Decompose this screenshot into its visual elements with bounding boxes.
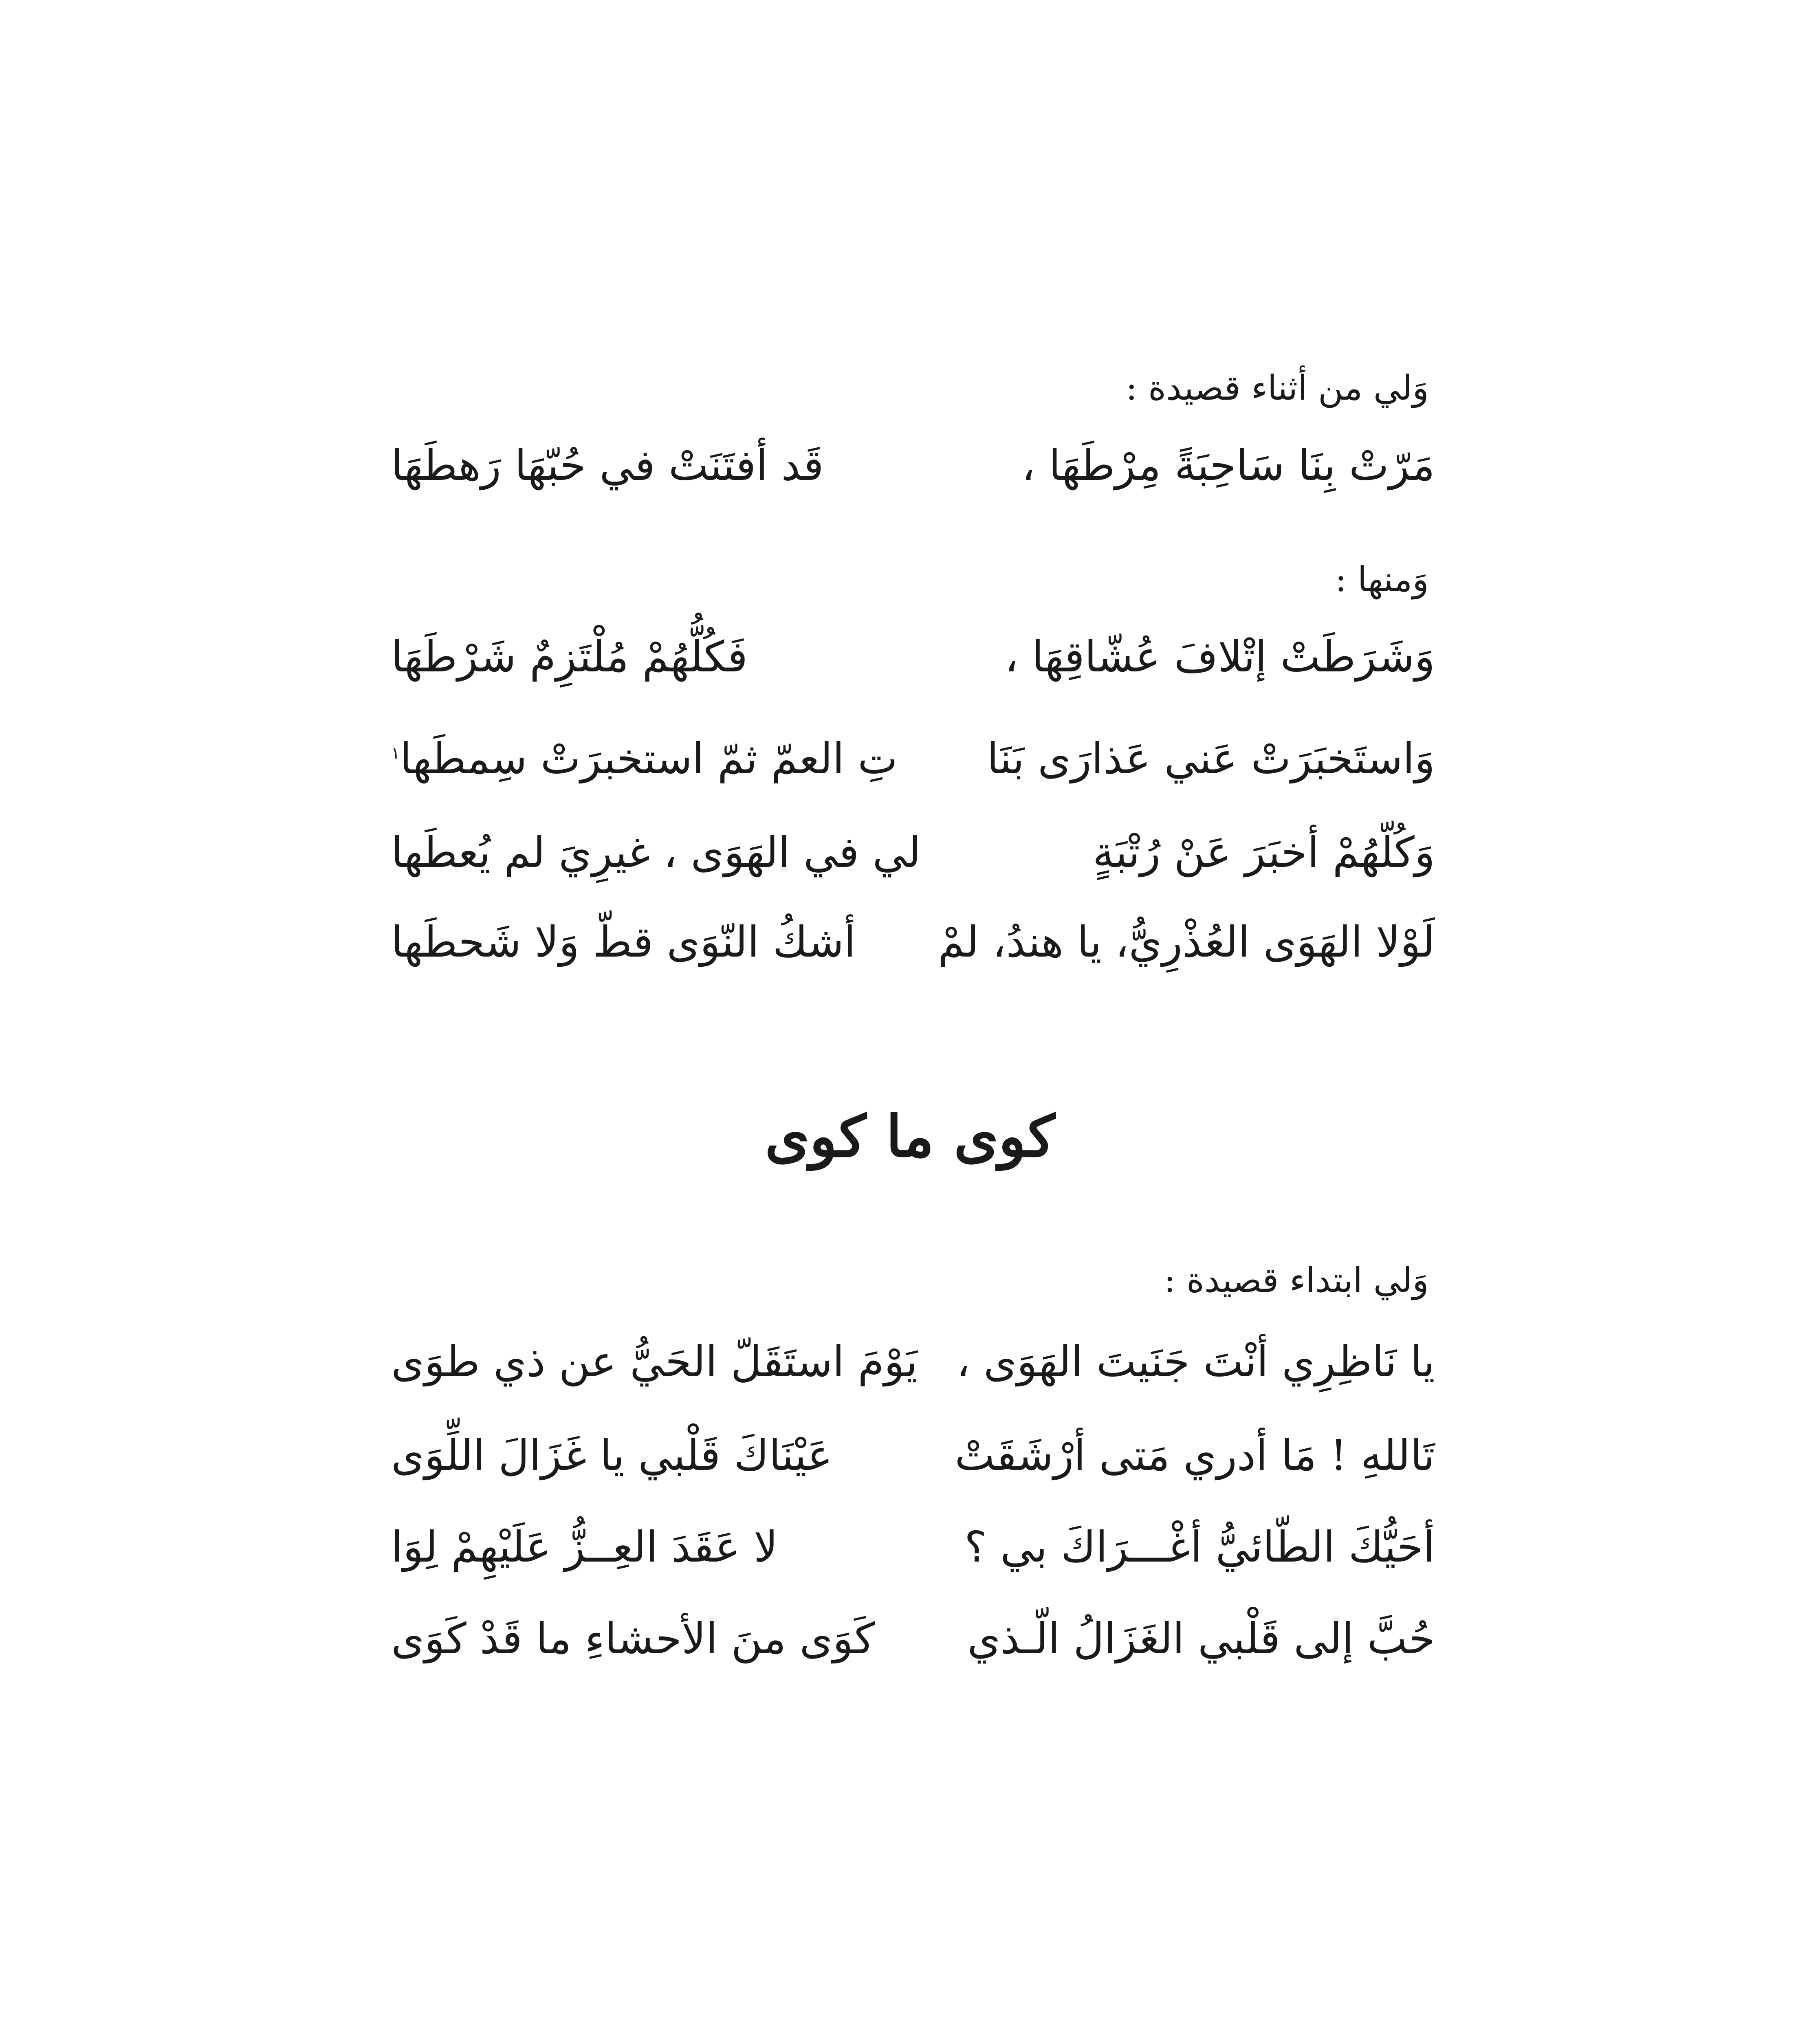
verse-line — [0, 440, 1820, 497]
verse-hemistich-right: مَرّتْ بِنَا سَاحِبَةً مِرْطَهَا ، — [1021, 440, 1435, 490]
footnote-marker: ١ — [391, 744, 400, 763]
verse-hemistich-right: تَاللهِ ! مَا أدري مَتى أرْشَقَتْ — [955, 1430, 1435, 1480]
section1-intro: وَلي من أثناء قصيدة : — [1126, 368, 1429, 408]
section-title: كوى ما كوى — [765, 1103, 1055, 1170]
verse-hemistich-right: حُبَّ إلى قَلْبي الغَزَالُ الّـذي — [967, 1614, 1435, 1663]
verse-line — [0, 917, 1820, 974]
verse-hemistich-left: يَوْمَ استَقَلّ الحَيُّ عن ذي طوَى — [391, 1337, 918, 1386]
verse-text: تِ العمّ ثمّ استخبرَتْ سِمطَها — [400, 734, 898, 783]
verse-hemistich-right: لَوْلا الهَوَى العُذْرِيُّ، يا هندُ، لمْ — [938, 917, 1435, 967]
verse-line — [0, 632, 1820, 689]
verse-hemistich-right: وَكُلّهُمْ أخبَرَ عَنْ رُتْبَةٍ — [1093, 827, 1435, 877]
section2-intro: وَلي ابتداء قصيدة : — [1164, 1260, 1429, 1300]
verse-hemistich-left: فَكُلُّهُمْ مُلْتَزِمٌ شَرْطَهَا — [391, 632, 748, 682]
verse-hemistich-right: وَاستَخبَرَتْ عَني عَذارَى بَنَا — [987, 734, 1435, 783]
verse-hemistich-left: لا عَقَدَ العِــزُّ عَلَيْهِمْ لِوَا — [391, 1522, 778, 1572]
verse-hemistich-left: كَوَى منَ الأحشاءِ ما قَدْ كَوَى — [391, 1614, 875, 1663]
verse-line — [0, 1337, 1820, 1393]
verse-hemistich-left: لي في الهَوَى ، غيرِيَ لم يُعطَها — [391, 827, 921, 877]
verse-hemistich-left: قَد أفتَنَتْ في حُبّهَا رَهطَهَا — [391, 440, 824, 490]
verse-line — [0, 1614, 1820, 1670]
verse-hemistich-right: وَشَرَطَتْ إتْلافَ عُشّاقِهَا ، — [1005, 632, 1435, 682]
verse-line — [0, 1522, 1820, 1579]
verse-hemistich-right: يا نَاظِرِي أنْتَ جَنَيتَ الهَوَى ، — [956, 1337, 1435, 1386]
verse-line — [0, 1430, 1820, 1487]
verse-hemistich-left: أشكُ النّوَى قطّ وَلا شَحطَها — [391, 917, 856, 967]
verse-hemistich-left: عَيْنَاكَ قَلْبي يا غَزَالَ اللِّوَى — [391, 1430, 833, 1480]
verse-hemistich-right: أحَيُّكَ الطّائيُّ أغْـــرَاكَ بي ؟ — [964, 1522, 1435, 1572]
verse-hemistich-left — [391, 734, 898, 783]
verse-line — [0, 827, 1820, 884]
section1-minha: وَمنها : — [1335, 559, 1429, 599]
verse-line — [0, 734, 1820, 790]
